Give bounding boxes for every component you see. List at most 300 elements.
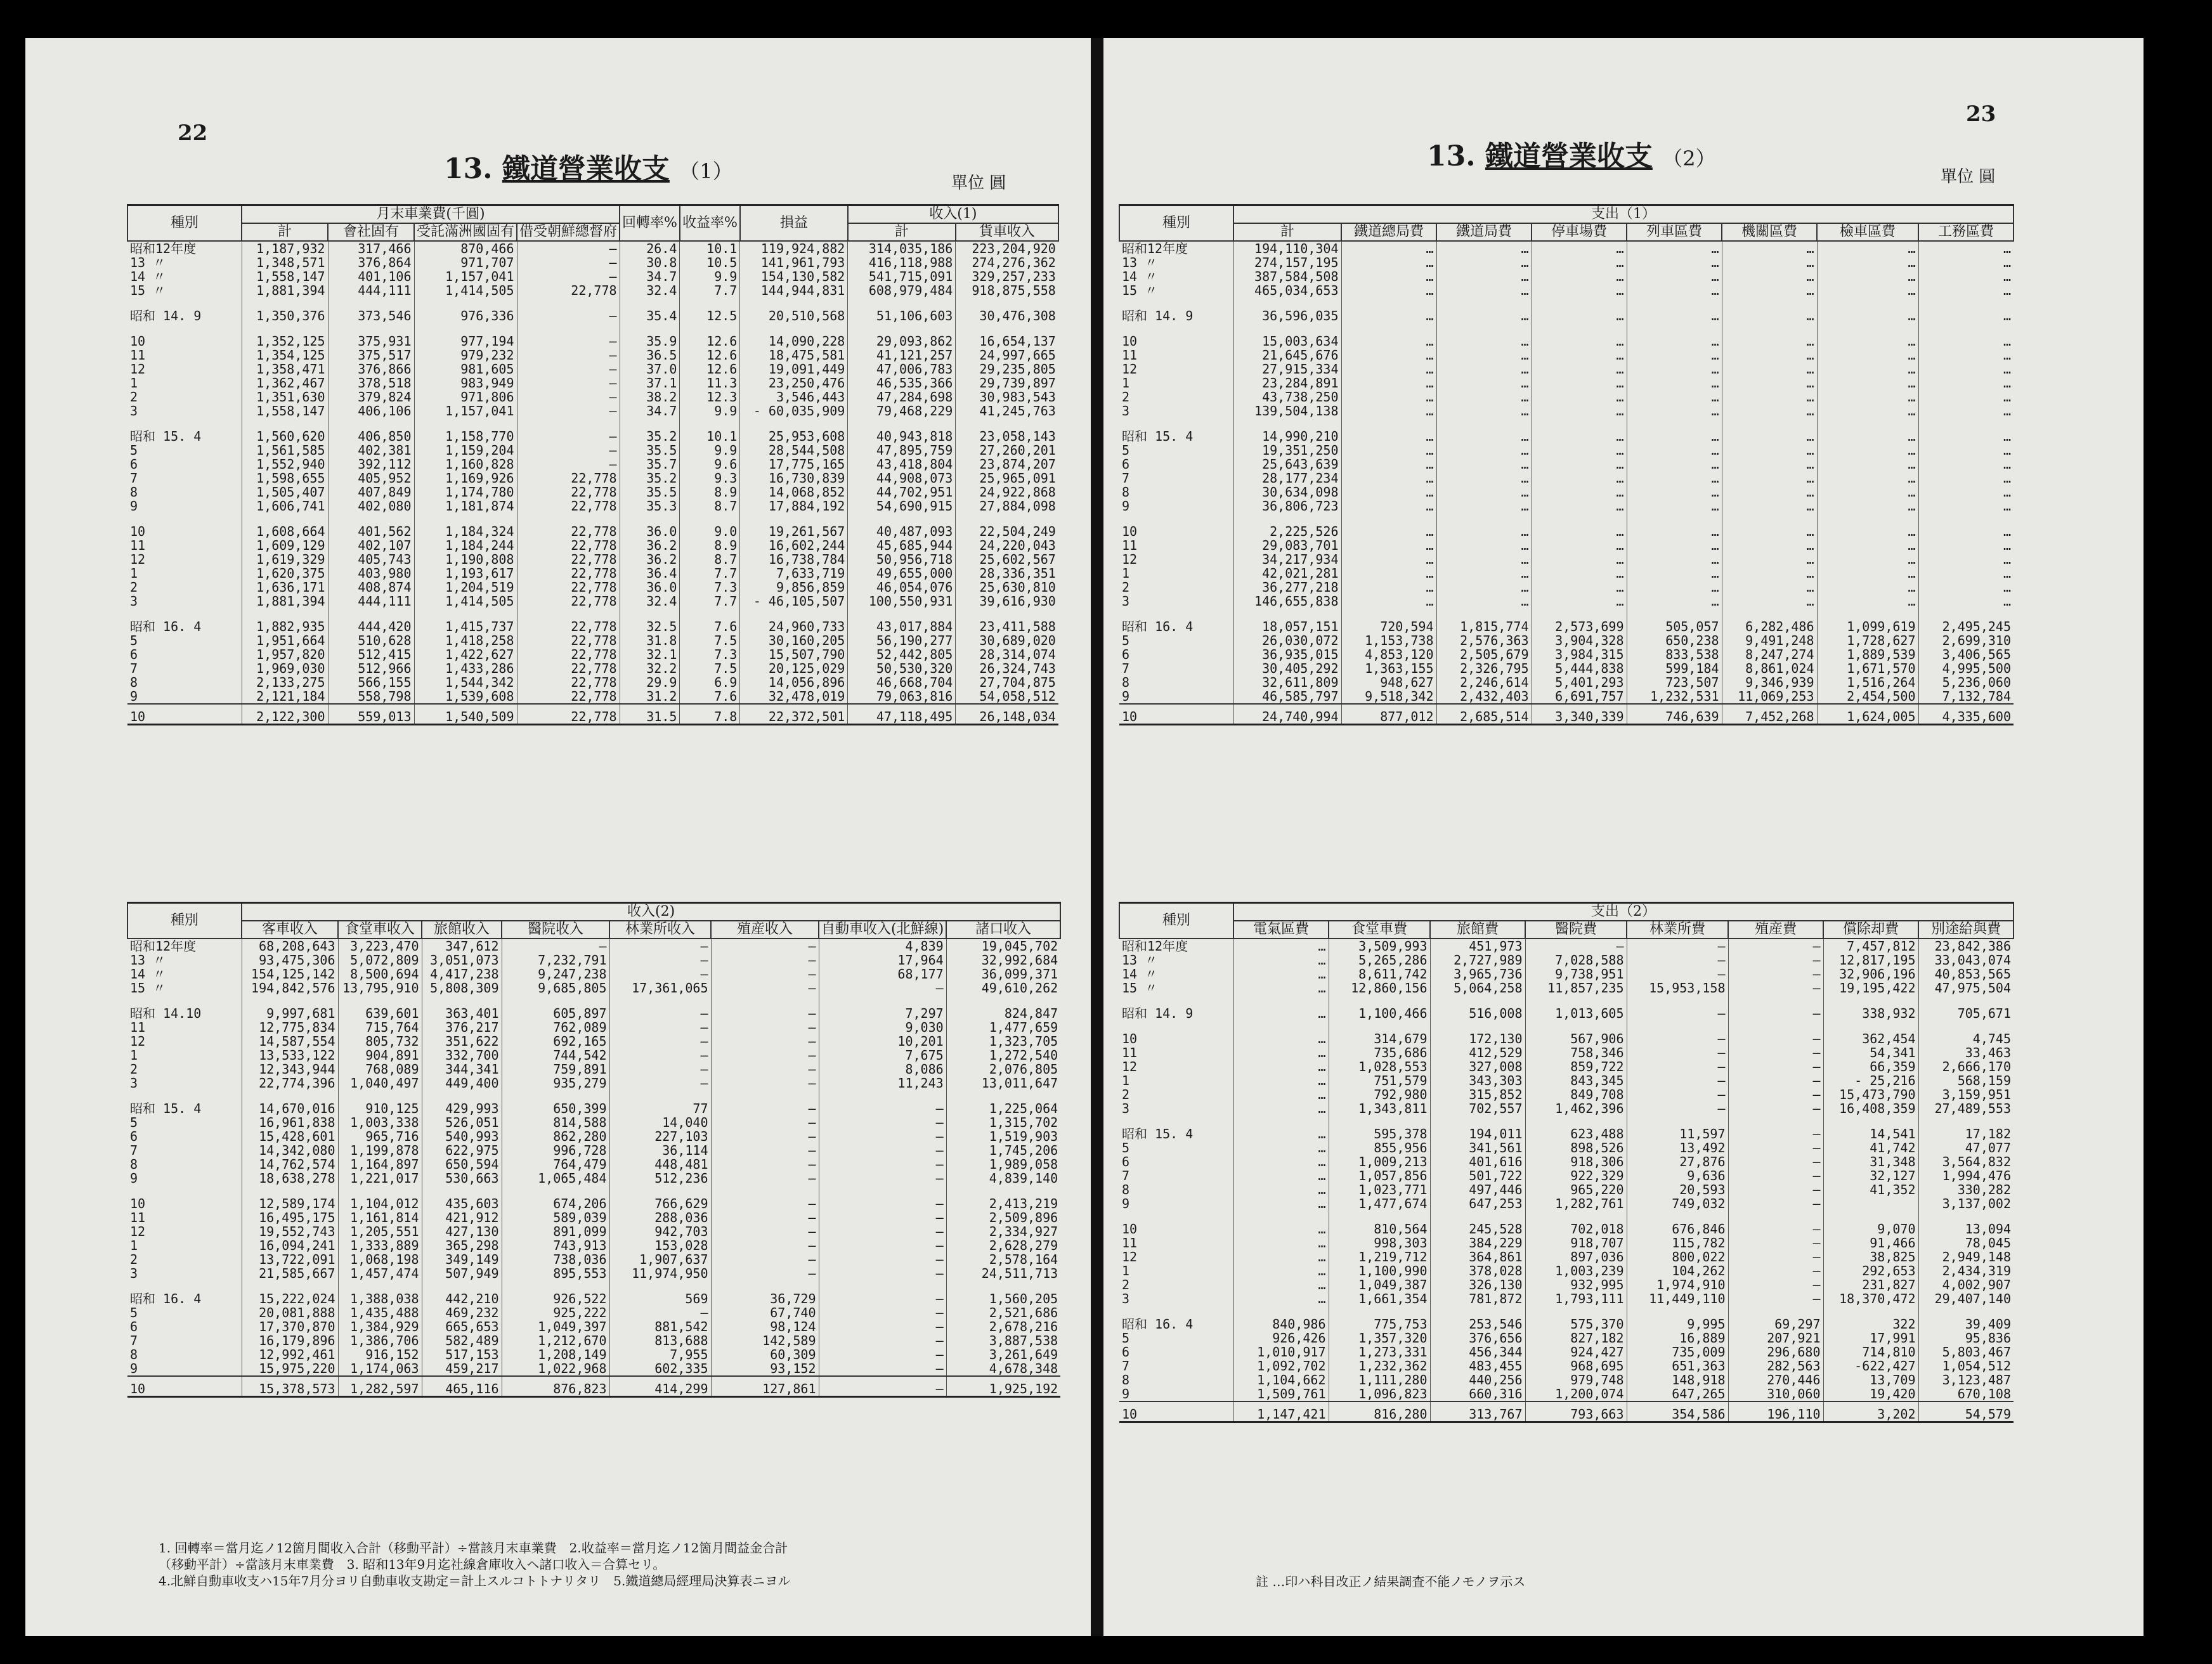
table-cell: 47,895,759 — [848, 443, 956, 457]
table-cell — [1627, 323, 1722, 334]
table-row — [1119, 404, 2014, 418]
table-cell: … — [1233, 1032, 1329, 1046]
table-row — [127, 661, 1058, 675]
table-cell: — — [1728, 1183, 1823, 1197]
table-cell: 9.9 — [680, 270, 740, 283]
row-label: 昭和12年度 — [130, 241, 197, 256]
table-cell: 5,803,467 — [1918, 1345, 2014, 1359]
table-cell: 414,299 — [609, 1376, 711, 1397]
table-cell: … — [1532, 270, 1627, 283]
table-cell: … — [1341, 594, 1436, 608]
table-cell: … — [1233, 939, 1329, 953]
table-cell — [1436, 513, 1532, 524]
table-cell: 376,864 — [328, 256, 414, 270]
table-cell: 517,153 — [422, 1348, 502, 1362]
table-cell: 981,605 — [414, 362, 517, 376]
row-label: 10 — [1119, 704, 1233, 725]
table-cell: 650,399 — [502, 1102, 609, 1115]
table-cell: — — [1627, 1032, 1728, 1046]
table-cell: 647,265 — [1627, 1387, 1728, 1401]
table-row — [127, 376, 1058, 390]
table-cell: 15,378,573 — [242, 1376, 338, 1397]
table-cell: 19,091,449 — [740, 362, 848, 376]
table-cell: 364,861 — [1430, 1250, 1525, 1264]
table-row — [1119, 1155, 2014, 1169]
table-cell: … — [1341, 241, 1436, 256]
table-cell: … — [1532, 524, 1627, 538]
table-cell: … — [1436, 376, 1532, 390]
table-cell: 36.4 — [620, 566, 680, 580]
table-cell: … — [1532, 552, 1627, 566]
table-cell: … — [1627, 566, 1722, 580]
table-cell: 270,446 — [1728, 1373, 1823, 1387]
table-cell: — — [1728, 1074, 1823, 1088]
table-cell: 322 — [1823, 1317, 1918, 1331]
header-special-allowance: 別途給與費 — [1918, 921, 2014, 939]
table-cell: … — [1233, 1236, 1329, 1250]
table-cell: 1,539,608 — [414, 689, 517, 704]
table-cell — [1341, 297, 1436, 309]
table-cell: 735,686 — [1329, 1046, 1430, 1060]
table-cell — [1233, 513, 1341, 524]
table-cell: 68,177 — [819, 967, 946, 981]
table-cell: 1,160,828 — [414, 457, 517, 471]
row-label — [127, 608, 242, 620]
row-label: 13 〃 — [1122, 953, 1158, 967]
table-cell: — — [1627, 1102, 1728, 1115]
table-cell: 1,354,125 — [242, 348, 328, 362]
table-cell: … — [1918, 390, 2014, 404]
header-type: 種別 — [127, 205, 242, 242]
table-cell: 25,602,567 — [956, 552, 1058, 566]
table-cell — [1627, 513, 1722, 524]
row-label: 2 — [1122, 390, 1130, 404]
book-gutter — [1091, 38, 1103, 1636]
row-label: 6 — [1122, 457, 1130, 471]
table-cell: — — [609, 1020, 711, 1034]
table-cell: 3,261,649 — [946, 1348, 1060, 1362]
table-cell: 665,653 — [422, 1320, 502, 1334]
table-cell: 10,201 — [819, 1034, 946, 1048]
table-cell — [946, 1280, 1060, 1292]
header-group-expense-2: 支出（2） — [1233, 903, 2014, 921]
table-cell: … — [1436, 594, 1532, 608]
table-cell: 16,961,838 — [242, 1115, 338, 1129]
table-cell: 401,106 — [328, 270, 414, 283]
table-cell: 1,092,702 — [1233, 1359, 1329, 1373]
table-cell: 14,342,080 — [242, 1143, 338, 1157]
table-cell: 1,232,531 — [1627, 689, 1722, 704]
table-cell: … — [1817, 334, 1918, 348]
table-cell: 36,277,218 — [1233, 580, 1341, 594]
table-cell: — — [711, 967, 819, 981]
table-cell: 341,561 — [1430, 1141, 1525, 1155]
table-cell: — — [819, 1197, 946, 1211]
table-cell: 3,137,002 — [1918, 1197, 2014, 1211]
table-cell: … — [1627, 538, 1722, 552]
row-label — [1119, 1211, 1233, 1222]
table-row — [127, 1348, 1060, 1362]
header-hotel-expense: 旅館費 — [1430, 921, 1525, 939]
table-cell: 749,032 — [1627, 1197, 1728, 1211]
table-row — [127, 1048, 1060, 1062]
table-row — [1119, 953, 2014, 967]
table-cell: 2,678,216 — [946, 1320, 1060, 1334]
table-cell: 891,099 — [502, 1225, 609, 1238]
table-cell — [502, 1280, 609, 1292]
header-group-expense-1: 支出（1） — [1233, 205, 2014, 224]
table-cell: 13,533,122 — [242, 1048, 338, 1062]
table-cell: 1,157,041 — [414, 404, 517, 418]
table-cell: 36.5 — [620, 348, 680, 362]
header-type: 種別 — [1119, 205, 1233, 242]
table-cell: 3,984,315 — [1532, 647, 1627, 661]
table-cell: 19,552,743 — [242, 1225, 338, 1238]
table-row — [127, 429, 1058, 443]
table-cell: 43,017,884 — [848, 620, 956, 634]
table-cell: … — [1817, 580, 1918, 594]
row-label: 昭和12年度 — [1122, 241, 1188, 256]
table-cell: 22,778 — [517, 283, 620, 297]
table-cell: … — [1722, 348, 1817, 362]
row-label: 10 — [1119, 1401, 1233, 1422]
table-cell: 1,415,737 — [414, 620, 517, 634]
table-cell: 36,099,371 — [946, 967, 1060, 981]
row-label: 6 — [130, 1129, 138, 1143]
table-cell: 14,040 — [609, 1115, 711, 1129]
table-cell: 196,110 — [1728, 1401, 1823, 1422]
table-cell: 28,177,234 — [1233, 471, 1341, 485]
row-label: 6 — [1122, 1345, 1130, 1359]
table-cell: … — [1918, 376, 2014, 390]
table-row — [127, 1376, 1060, 1397]
table-row — [127, 390, 1058, 404]
table-cell: 46,535,366 — [848, 376, 956, 390]
table-cell: 1,164,897 — [338, 1157, 422, 1171]
table-cell: 608,979,484 — [848, 283, 956, 297]
row-label: 11 — [130, 1020, 146, 1034]
table-cell: 36.0 — [620, 580, 680, 594]
table-cell — [1728, 1115, 1823, 1127]
table-cell — [620, 608, 680, 620]
table-cell: 1,174,063 — [338, 1362, 422, 1376]
table-cell: 1,433,286 — [414, 661, 517, 675]
table-cell: 805,732 — [338, 1034, 422, 1048]
table-cell: 1,153,738 — [1341, 634, 1436, 647]
table-row — [1119, 443, 2014, 457]
table-cell — [1817, 323, 1918, 334]
table-cell: 314,035,186 — [848, 241, 956, 256]
table-cell: 810,564 — [1329, 1222, 1430, 1236]
row-label: 2 — [130, 1062, 138, 1076]
row-label: 14 〃 — [1122, 270, 1158, 283]
table-cell: 4,678,348 — [946, 1362, 1060, 1376]
table-cell: — — [1627, 1046, 1728, 1060]
table-row — [1119, 594, 2014, 608]
table-cell: — — [819, 1129, 946, 1143]
table-cell: — — [1728, 1197, 1823, 1211]
table-cell: 23,058,143 — [956, 429, 1058, 443]
table-cell: 1,028,553 — [1329, 1060, 1430, 1074]
table-cell: 41,245,763 — [956, 404, 1058, 418]
table-cell — [620, 513, 680, 524]
table-cell: 41,121,257 — [848, 348, 956, 362]
table-row — [1119, 418, 2014, 429]
table-cell: 876,823 — [502, 1376, 609, 1397]
table-cell: … — [1436, 499, 1532, 513]
table-cell — [819, 995, 946, 1006]
table-cell: 15,003,634 — [1233, 334, 1341, 348]
table-cell: 11,974,950 — [609, 1266, 711, 1280]
page-title — [1427, 133, 1716, 174]
table-cell: … — [1722, 566, 1817, 580]
table-cell: 623,488 — [1525, 1127, 1627, 1141]
row-label: 1 — [130, 1048, 138, 1062]
table-cell: 651,363 — [1627, 1359, 1728, 1373]
table-cell: 4,839 — [819, 939, 946, 953]
table-cell: 7,297 — [819, 1006, 946, 1020]
table-row — [127, 418, 1058, 429]
table-cell — [1823, 1115, 1918, 1127]
table-row — [1119, 704, 2014, 725]
table-cell: 421,912 — [422, 1211, 502, 1225]
table-cell: 968,695 — [1525, 1359, 1627, 1373]
table-row — [1119, 256, 2014, 270]
table-cell: 16,495,175 — [242, 1211, 338, 1225]
table-cell: 32,611,809 — [1233, 675, 1341, 689]
row-label: 15 〃 — [130, 283, 166, 297]
table-cell — [1430, 1306, 1525, 1317]
table-cell: — — [1728, 1236, 1823, 1250]
row-label: 3 — [1122, 1102, 1130, 1115]
table-cell: 13,709 — [1823, 1373, 1918, 1387]
row-label: 14 〃 — [1122, 967, 1158, 981]
table-cell: 1,728,627 — [1817, 634, 1918, 647]
table-cell: 1,414,505 — [414, 283, 517, 297]
header-head-office: 鐵道總局費 — [1341, 223, 1436, 241]
row-label: 11 — [130, 1211, 146, 1225]
table-cell: 469,232 — [422, 1306, 502, 1320]
table-cell: - 25,216 — [1823, 1074, 1918, 1088]
table-cell: 541,715,091 — [848, 270, 956, 283]
table-cell: 69,297 — [1728, 1317, 1823, 1331]
table-row — [1119, 429, 2014, 443]
table-cell: 327,008 — [1430, 1060, 1525, 1074]
table-cell: 54,579 — [1918, 1401, 2014, 1422]
table-cell: 9,247,238 — [502, 967, 609, 981]
table-cell: … — [1233, 1088, 1329, 1102]
table-cell: … — [1341, 362, 1436, 376]
table-cell: 11,069,253 — [1722, 689, 1817, 704]
table-cell: … — [1341, 499, 1436, 513]
table-cell: … — [1817, 552, 1918, 566]
table-row — [1119, 1006, 2014, 1020]
table-cell: 3,159,951 — [1918, 1088, 2014, 1102]
table-cell: … — [1918, 566, 2014, 580]
table-cell: 23,411,588 — [956, 620, 1058, 634]
table-row — [1119, 376, 2014, 390]
table-cell: 723,507 — [1627, 675, 1722, 689]
table-cell — [956, 323, 1058, 334]
table-cell: 3,564,832 — [1918, 1155, 2014, 1169]
header-income-total: 計 — [848, 223, 956, 241]
table-cell: — — [1627, 1060, 1728, 1074]
footnote: 註 …印ハ科目改正ノ結果調査不能ノモノヲ示ス — [1256, 1574, 1526, 1589]
table-row — [127, 675, 1058, 689]
table-cell: … — [1341, 471, 1436, 485]
table-cell: 976,336 — [414, 309, 517, 323]
table-cell: … — [1918, 270, 2014, 283]
table-cell — [848, 297, 956, 309]
left-page — [25, 38, 1091, 1636]
table-cell — [502, 1090, 609, 1102]
table-cell: … — [1436, 471, 1532, 485]
table-row — [1119, 1317, 2014, 1331]
table-cell: 56,190,277 — [848, 634, 956, 647]
table-cell: 34.7 — [620, 404, 680, 418]
table-cell: 674,206 — [502, 1197, 609, 1211]
table-cell: 7.8 — [680, 704, 740, 725]
title-sub: （2） — [1662, 146, 1716, 171]
table-cell: 29,083,701 — [1233, 538, 1341, 552]
table-cell: 17,884,192 — [740, 499, 848, 513]
table-row — [127, 334, 1058, 348]
table-cell: 1,159,204 — [414, 443, 517, 457]
table-cell: 378,518 — [328, 376, 414, 390]
table-cell: 758,346 — [1525, 1046, 1627, 1060]
header-group-vehicles: 月末車業費(千圓) — [242, 205, 620, 224]
table-cell: — — [1627, 953, 1728, 967]
table-cell — [422, 1185, 502, 1197]
table-cell — [1918, 1020, 2014, 1032]
table-cell: 1,352,125 — [242, 334, 328, 348]
table-cell: — — [1728, 953, 1823, 967]
table-cell — [680, 297, 740, 309]
row-label: 6 — [1122, 647, 1130, 661]
row-label: 12 — [1122, 552, 1138, 566]
table-row — [1119, 1020, 2014, 1032]
table-cell — [328, 323, 414, 334]
table-cell: … — [1341, 256, 1436, 270]
table-cell: 996,728 — [502, 1143, 609, 1157]
table-cell: 29,093,862 — [848, 334, 956, 348]
table-cell — [1341, 323, 1436, 334]
table-cell: 7.6 — [680, 620, 740, 634]
table-cell: 1,204,519 — [414, 580, 517, 594]
table-cell: — — [1728, 1032, 1823, 1046]
table-cell: … — [1918, 256, 2014, 270]
table-cell: 376,866 — [328, 362, 414, 376]
table-cell: 1,200,074 — [1525, 1387, 1627, 1401]
table-cell: 15,473,790 — [1823, 1088, 1918, 1102]
table-cell: 983,949 — [414, 376, 517, 390]
table-cell — [680, 418, 740, 429]
table-cell: 816,280 — [1329, 1401, 1430, 1422]
table-cell: 1,362,467 — [242, 376, 328, 390]
table-cell: 30,476,308 — [956, 309, 1058, 323]
row-label: 3 — [130, 404, 138, 418]
table-cell: 715,764 — [338, 1020, 422, 1034]
table-cell — [711, 995, 819, 1006]
table-cell — [609, 1090, 711, 1102]
table-cell: 1,925,192 — [946, 1376, 1060, 1397]
table-cell: — — [1627, 1006, 1728, 1020]
table-cell: 5,808,309 — [422, 981, 502, 995]
table-row — [127, 283, 1058, 297]
table-cell: 904,891 — [338, 1048, 422, 1062]
table-row — [127, 647, 1058, 661]
table-cell: — — [1728, 1060, 1823, 1074]
header-profit-rate: 收益率% — [680, 205, 740, 242]
table-row — [1119, 608, 2014, 620]
table-cell: — — [1728, 1222, 1823, 1236]
table-row — [127, 1320, 1060, 1334]
table-cell: 68,208,643 — [242, 939, 338, 953]
table-row — [127, 1225, 1060, 1238]
table-cell: 29,235,805 — [956, 362, 1058, 376]
table-cell: 27,884,098 — [956, 499, 1058, 513]
table-cell: 231,827 — [1823, 1278, 1918, 1292]
table-cell: 15,953,158 — [1627, 981, 1728, 995]
table-cell: 2,578,164 — [946, 1252, 1060, 1266]
table-cell — [328, 513, 414, 524]
row-label: 6 — [130, 1320, 138, 1334]
table-cell: … — [1918, 524, 2014, 538]
table-cell — [1525, 1020, 1627, 1032]
table-row — [1119, 323, 2014, 334]
table-cell: 376,217 — [422, 1020, 502, 1034]
table-cell: 8,861,024 — [1722, 661, 1817, 675]
table-cell: 37.0 — [620, 362, 680, 376]
table-cell: 35.3 — [620, 499, 680, 513]
row-label: 昭和 16. 4 — [1122, 620, 1194, 634]
table-row — [127, 513, 1058, 524]
table-cell: — — [711, 1252, 819, 1266]
row-label: 8 — [130, 1157, 138, 1171]
table-cell — [1430, 1020, 1525, 1032]
table-cell: 11,597 — [1627, 1127, 1728, 1141]
table-cell — [1627, 297, 1722, 309]
table-cell: 1,111,280 — [1329, 1373, 1430, 1387]
table-cell: — — [609, 939, 711, 953]
footnotes — [159, 1540, 790, 1589]
table-cell: 23,842,386 — [1918, 939, 2014, 953]
table-cell: 416,118,988 — [848, 256, 956, 270]
table-cell — [680, 323, 740, 334]
table-cell: … — [1817, 566, 1918, 580]
table-cell: 1,516,264 — [1817, 675, 1918, 689]
table-cell: 38,825 — [1823, 1250, 1918, 1264]
table-cell: 925,222 — [502, 1306, 609, 1320]
table-cell: 647,253 — [1430, 1197, 1525, 1211]
table-row — [1119, 1236, 2014, 1250]
table-row — [127, 1252, 1060, 1266]
table-cell: — — [609, 1062, 711, 1076]
table-cell: 36,114 — [609, 1143, 711, 1157]
table-cell — [1627, 1306, 1728, 1317]
table-cell: 50,956,718 — [848, 552, 956, 566]
table-cell — [711, 1090, 819, 1102]
header-inspection-district: 檢車區費 — [1817, 223, 1918, 241]
table-cell — [1341, 513, 1436, 524]
table-cell: 18,057,151 — [1233, 620, 1341, 634]
table-cell: … — [1817, 538, 1918, 552]
table-cell: 922,329 — [1525, 1169, 1627, 1183]
table-cell: 329,257,233 — [956, 270, 1058, 283]
table-cell: 12.6 — [680, 362, 740, 376]
table-cell: 35.5 — [620, 485, 680, 499]
table-row — [127, 1197, 1060, 1211]
